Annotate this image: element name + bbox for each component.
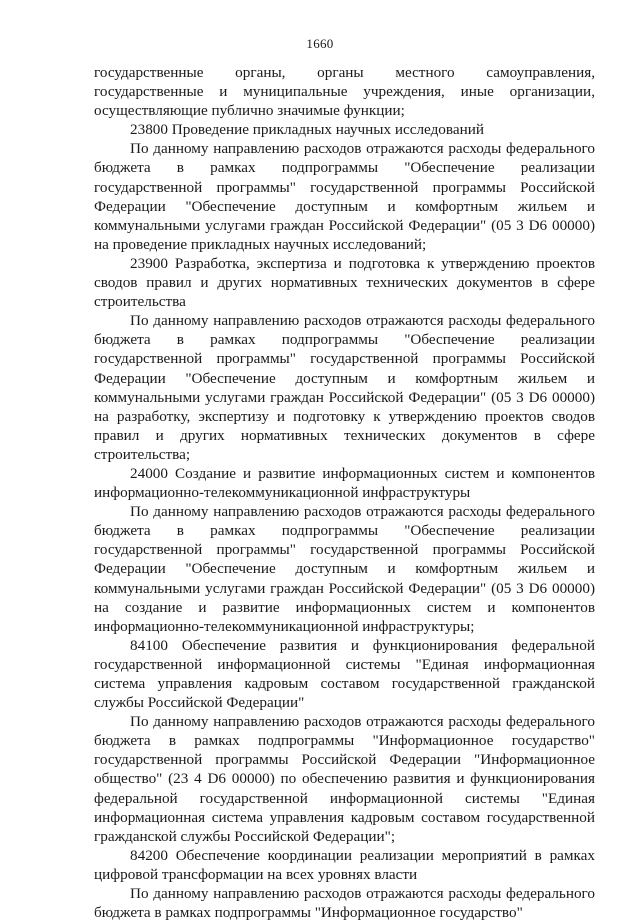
document-body bbox=[94, 63, 595, 922]
section-heading-84100: 84100 Обеспечение развития и функционирования федеральной государственной информационной системы "Единая информационная система управления кадровым составом государственной гражданской службы Российской Федерации" bbox=[94, 636, 595, 712]
section-heading-24000: 24000 Создание и развитие информационных систем и компонентов информационно-телекоммуникационной инфраструктуры bbox=[94, 464, 595, 502]
page-number: 1660 bbox=[306, 36, 334, 51]
section-heading-84200: 84200 Обеспечение координации реализации мероприятий в рамках цифровой трансформации на всех уровнях власти bbox=[94, 846, 595, 883]
section-heading-23800: 23800 Проведение прикладных научных исследований bbox=[130, 121, 484, 139]
paragraph-continuation: государственные органы, органы местного самоуправления, государственные и муниципальные учреждения, иные организации, осуществляющие публично значимые функции; bbox=[94, 64, 595, 120]
section-heading-23900: 23900 Разработка, экспертиза и подготовка к утверждению проектов сводов правил и других нормативных технических документов в сфере строительства bbox=[94, 254, 595, 311]
paragraph-84200-description: По данному направлению расходов отражаются расходы федерального бюджета в рамках подпрограммы "Информационное государство" bbox=[94, 885, 595, 922]
paragraph-24000-description: По данному направлению расходов отражаются расходы федерального бюджета в рамках подпрограммы "Обеспечение реализации государственной программы" государственной программы Российской Федерации "Обеспечение доступным и комфортным жильем и коммунальными услугами граждан Российской Федерации" (05 3 D6 00000) на создание и развитие информационных систем и компонентов информационно-телекоммуникационной инфраструктуры; bbox=[94, 503, 595, 635]
paragraph-23900-description: По данному направлению расходов отражаются расходы федерального бюджета в рамках подпрограммы "Обеспечение реализации государственной программы" государственной программы Российской Федерации "Обеспечение доступным и комфортным жильем и коммунальными услугами граждан Российской Федерации" (05 3 D6 00000) на разработку, экспертизу и подготовку к утверждению проектов сводов правил и других нормативных технических документов в сфере строительства; bbox=[94, 312, 595, 463]
paragraph-84100-description: По данному направлению расходов отражаются расходы федерального бюджета в рамках подпрограммы "Информационное государство" государственной программы Российской Федерации "Информационное общество" (23 4 D6 00000) по обеспечению развития и функционирования федеральной государственной информационной системы "Единая информационная система управления кадровым составом государственной гражданской службы Российской Федерации"; bbox=[94, 713, 595, 845]
paragraph-23800-description: По данному направлению расходов отражаются расходы федерального бюджета в рамках подпрограммы "Обеспечение реализации государственной программы" государственной программы Российской Федерации "Обеспечение доступным и комфортным жильем и коммунальными услугами граждан Российской Федерации" (05 3 D6 00000) на проведение прикладных научных исследований; bbox=[94, 140, 595, 253]
